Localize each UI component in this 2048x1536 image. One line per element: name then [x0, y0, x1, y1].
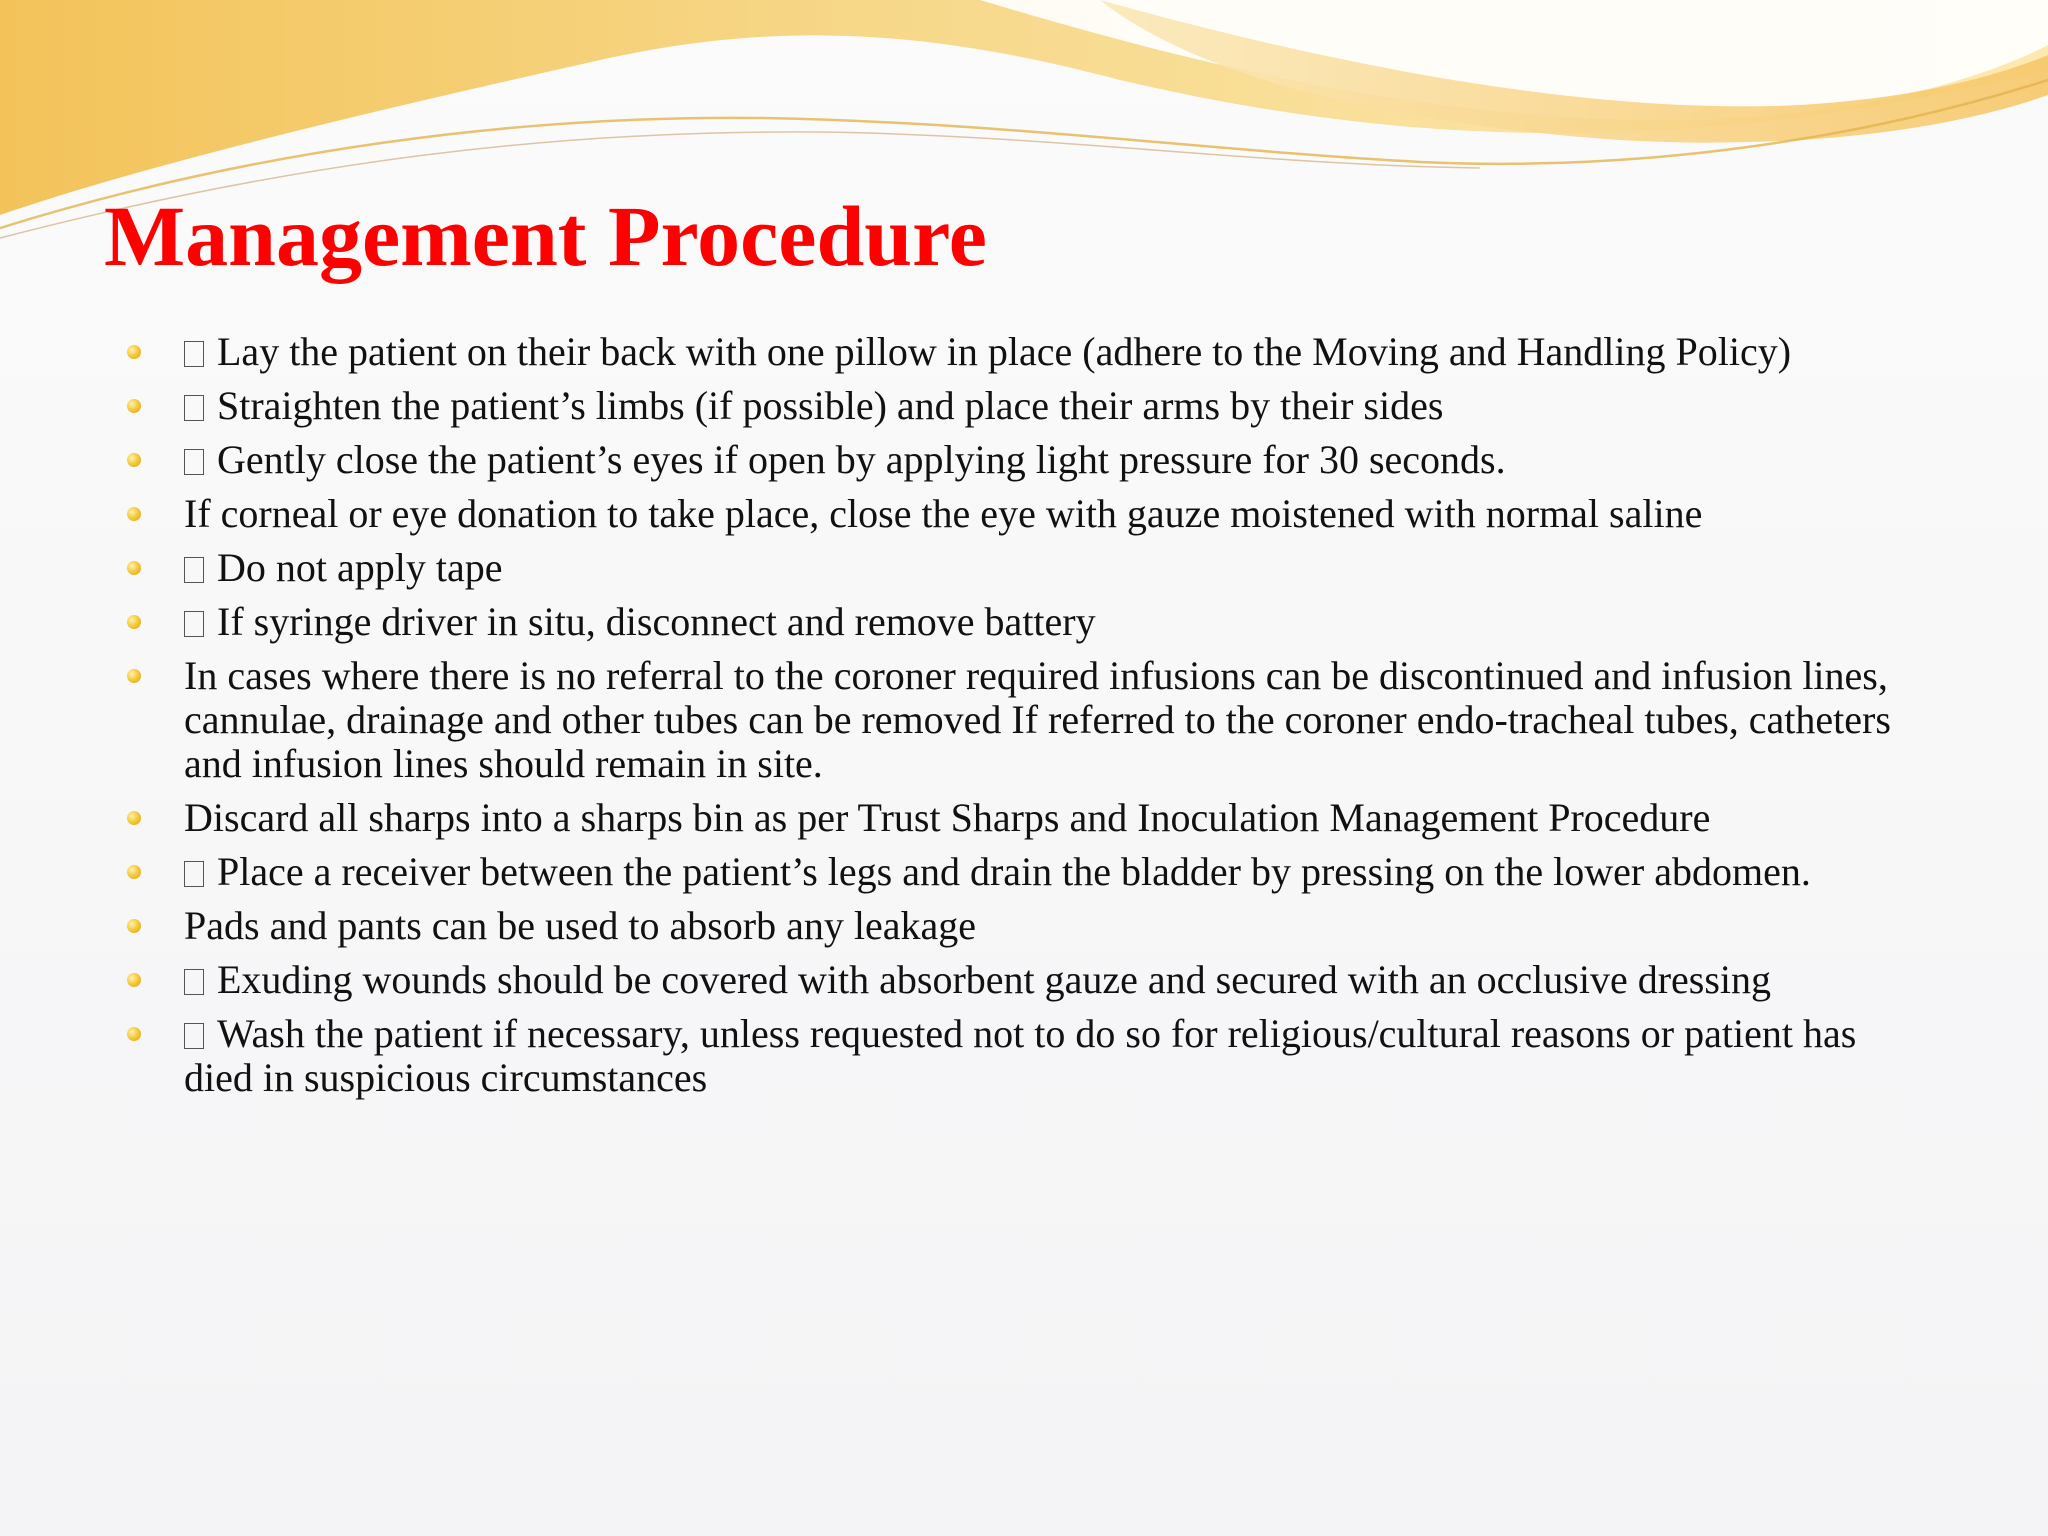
bullet-dot-icon [127, 507, 141, 521]
bullet-dot-icon [127, 811, 141, 825]
bullet-item [120, 600, 1910, 644]
missing-glyph-icon [184, 1023, 204, 1049]
bullet-dot-icon [127, 453, 141, 467]
bullet-item [120, 850, 1910, 894]
missing-glyph-icon [184, 341, 204, 367]
bullet-item [120, 796, 1910, 840]
bullet-item [120, 384, 1910, 428]
bullet-item [120, 438, 1910, 482]
bullet-item [120, 654, 1910, 786]
bullet-dot-icon [127, 973, 141, 987]
bullet-list [120, 330, 1910, 1110]
bullet-text: Place a receiver between the patient’s legs and drain the bladder by pressing on the lower abdomen. [217, 849, 1811, 894]
bullet-text: Wash the patient if necessary, unless requested not to do so for religious/cultural reasons or patient has died in suspicious circumstances [184, 1011, 1857, 1100]
bullet-text: Do not apply tape [217, 545, 503, 590]
missing-glyph-icon [184, 557, 204, 583]
bullet-dot-icon [127, 399, 141, 413]
bullet-item [120, 1012, 1910, 1100]
bullet-text: Straighten the patient’s limbs (if possible) and place their arms by their sides [217, 383, 1444, 428]
bullet-text: Discard all sharps into a sharps bin as per Trust Sharps and Inoculation Management Procedure [184, 795, 1711, 840]
bullet-text: Lay the patient on their back with one pillow in place (adhere to the Moving and Handling Policy) [217, 329, 1792, 374]
bullet-dot-icon [127, 561, 141, 575]
missing-glyph-icon [184, 395, 204, 421]
bullet-dot-icon [127, 919, 141, 933]
missing-glyph-icon [184, 449, 204, 475]
bullet-text: In cases where there is no referral to the coroner required infusions can be discontinued and infusion lines, cannulae, drainage and other tubes can be removed If referred to the coroner endo-tracheal tubes, catheters and infusion lines should remain in site. [184, 653, 1891, 786]
bullet-text: Gently close the patient’s eyes if open by applying light pressure for 30 seconds. [217, 437, 1506, 482]
bullet-text: Exuding wounds should be covered with absorbent gauze and secured with an occlusive dressing [217, 957, 1772, 1002]
bullet-dot-icon [127, 669, 141, 683]
missing-glyph-icon [184, 861, 204, 887]
missing-glyph-icon [184, 611, 204, 637]
bullet-item [120, 904, 1910, 948]
bullet-dot-icon [127, 1027, 141, 1041]
bullet-item [120, 330, 1910, 374]
bullet-item [120, 492, 1910, 536]
bullet-text: Pads and pants can be used to absorb any leakage [184, 903, 976, 948]
missing-glyph-icon [184, 969, 204, 995]
bullet-text: If syringe driver in situ, disconnect and remove battery [217, 599, 1096, 644]
bullet-item [120, 546, 1910, 590]
bullet-text: If corneal or eye donation to take place, close the eye with gauze moistened with normal saline [184, 491, 1703, 536]
bullet-dot-icon [127, 615, 141, 629]
bullet-item [120, 958, 1910, 1002]
bullet-dot-icon [127, 345, 141, 359]
slide-title: Management Procedure [104, 188, 987, 284]
bullet-dot-icon [127, 865, 141, 879]
